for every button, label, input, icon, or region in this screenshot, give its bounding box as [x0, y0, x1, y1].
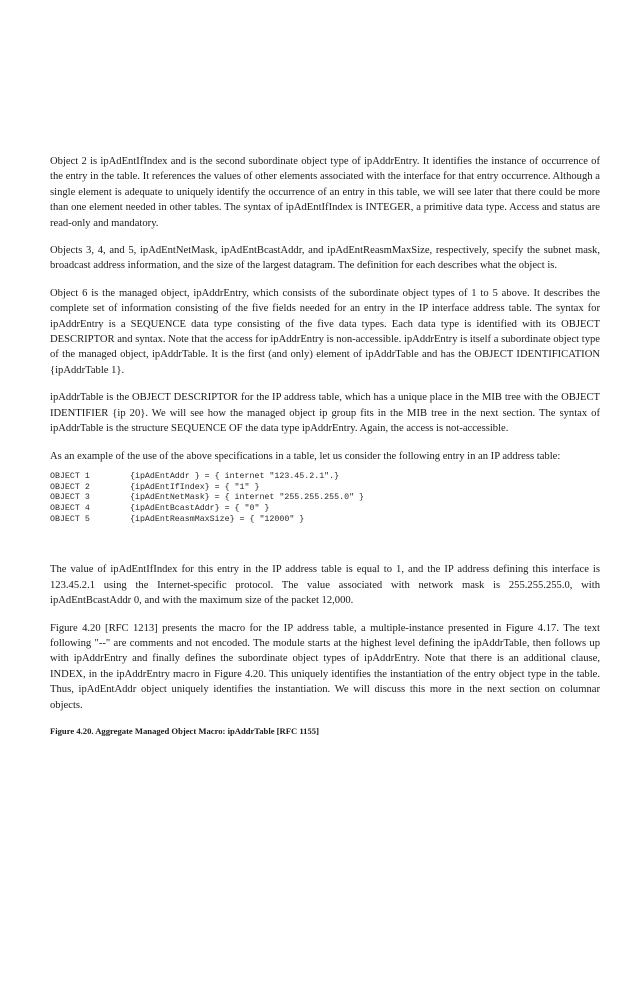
code-label: OBJECT 2 [50, 482, 90, 492]
code-value: {ipAdEntIfIndex} = { "1" } [130, 482, 260, 492]
code-block [50, 472, 600, 526]
code-label: OBJECT 3 [50, 493, 90, 503]
paragraph-object-2: Object 2 is ipAdEntIfIndex and is the second subordinate object type of ipAddrEntry. It identifies the instance of occurrence of the entry in the table. It references the values of other elements associated with the interface for that entry occurrence. Although a single element is adequate to uniquely identify the occurrence of an entry in this table, we will see later that there could be more than one element needed in other tables. The syntax of ipAdEntIfIndex is INTEGER, a primitive data type. Access and status are read-only and mandatory. [50, 156, 600, 229]
code-line [50, 504, 600, 515]
code-label: OBJECT 5 [50, 514, 90, 524]
code-value: {ipAdEntBcastAddr} = { "0" } [130, 504, 270, 514]
code-line [50, 493, 600, 504]
code-label: OBJECT 4 [50, 504, 90, 514]
code-line [50, 515, 600, 526]
page-content [50, 154, 600, 737]
paragraph-figure-reference: Figure 4.20 [RFC 1213] presents the macro for the IP address table, a multiple-instance presented in Figure 4.17. The text following "--" are comments and not encoded. The module starts at the highest level defining the ipAddrTable, then follows up with ipAddrEntry and finally defines the subordinate object types of ipAddrEntry. Note that there is an additional clause, INDEX, in the ipAddrEntry macro in Figure 4.20. This uniquely identifies the instantiation of the entry object type in the table. Thus, ipAdEntAddr object uniquely identifies the instantiation. We will discuss this more in the next section on columnar objects. [50, 622, 600, 711]
code-label: OBJECT 1 [50, 471, 90, 481]
paragraph-value-explanation: The value of ipAdEntIfIndex for this entry in the IP address table is equal to 1, and the IP address defining this interface is 123.45.2.1 using the Internet-specific protocol. The value associated with network mask is 255.255.255.0, with ipAdEntBcastAddr 0, and with the maximum size of the packet 12,000. [50, 564, 600, 607]
code-value: {ipAdEntReasmMaxSize} = { "12000" } [130, 514, 305, 524]
code-value: {ipAdEntAddr } = { internet "123.45.2.1".} [130, 471, 340, 481]
code-line [50, 472, 600, 483]
figure-caption: Figure 4.20. Aggregate Managed Object Macro: ipAddrTable [RFC 1155] [50, 726, 319, 737]
code-value: {ipAdEntNetMask} = { internet "255.255.255.0" } [130, 493, 365, 503]
paragraph-ipaddrtable: ipAddrTable is the OBJECT DESCRIPTOR for the IP address table, which has a unique place in the MIB tree with the OBJECT IDENTIFIER {ip 20}. We will see how the managed object ip group fits in the MIB tree in the next section. The syntax of ipAddrTable is the structure SEQUENCE OF the data type ipAddrEntry. Again, the access is not-accessible. [50, 392, 600, 435]
paragraph-example-intro: As an example of the use of the above specifications in a table, let us consider the following entry in an IP address table: [50, 450, 561, 462]
code-line [50, 483, 600, 494]
paragraph-object-6: Object 6 is the managed object, ipAddrEntry, which consists of the subordinate object types of 1 to 5 above. It describes the complete set of information consisting of the five fields needed for an entry in the IP interface address table. The syntax for ipAddrEntry is a SEQUENCE data type consisting of the five data types. Each data type is identified with its OBJECT DESCRIPTOR and syntax. Note that the access for ipAddrEntry is non-accessible. ipAddrEntry is itself a subordinate object type of the managed object, ipAddrTable. It is the first (and only) element of ipAddrTable and has the OBJECT IDENTIFICATION {ipAddrTable 1}. [50, 287, 600, 376]
paragraph-objects-3-4-5: Objects 3, 4, and 5, ipAdEntNetMask, ipAdEntBcastAddr, and ipAdEntReasmMaxSize, respectively, specify the subnet mask, broadcast address information, and the size of the largest datagram. The definition for each describes what the object is. [50, 245, 600, 272]
